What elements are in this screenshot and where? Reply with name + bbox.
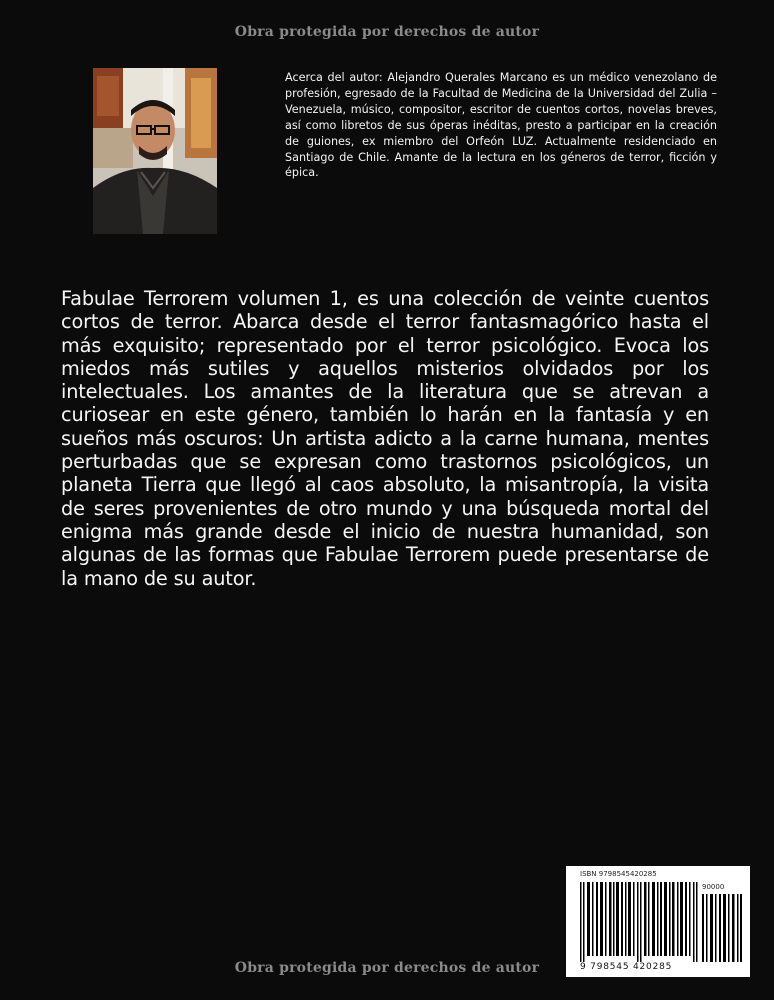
author-bio: Acerca del autor: Alejandro Querales Marcano es un médico venezolano de profesión, egresado de la Facultad de Medicina de la Universidad del Zulia – Venezuela, músico, compositor, escritor de cuentos cortos, novelas breves, así como libretos de sus óperas inéditas, presto a participar en la creación de guiones, ex miembro del Orfeón LUZ. Actualmente residenciado en Santiago de Chile. Amante de la lectura en los géneros de terror, ficción y épica. xyxy=(285,71,717,180)
isbn-label: ISBN 9798545420285 xyxy=(580,870,657,878)
copyright-watermark-top: Obra protegida por derechos de autor xyxy=(234,24,540,40)
barcode-bars xyxy=(580,882,698,962)
barcode-addon-bars xyxy=(702,894,742,962)
author-photo xyxy=(93,68,217,234)
barcode-digits: 9 798545 420285 xyxy=(580,962,673,972)
book-blurb: Fabulae Terrorem volumen 1, es una colección de veinte cuentos cortos de terror. Abarca desde el terror fantasmagórico hasta el más exquisito; representado por el terror psicológico. Evoca los miedos más sutiles y aquellos misterios olvidados por los intelectuales. Los amantes de la literatura que se atrevan a curiosear en este género, también lo harán en la fantasía y en sueños más oscuros: Un artista adicto a la carne humana, mentes perturbadas que se expresan como trastornos psicológicos, un planeta Tierra que llegó al caos absoluto, la misantropía, la visita de seres provenientes de otro mundo y una búsqueda mortal del enigma más grande desde el inicio de nuestra humanidad, son algunas de las formas que Fabulae Terrorem puede presentarse de la mano de su autor. xyxy=(61,287,709,590)
barcode-price-code: 90000 xyxy=(702,883,725,891)
copyright-watermark-bottom: Obra protegida por derechos de autor xyxy=(234,960,540,976)
